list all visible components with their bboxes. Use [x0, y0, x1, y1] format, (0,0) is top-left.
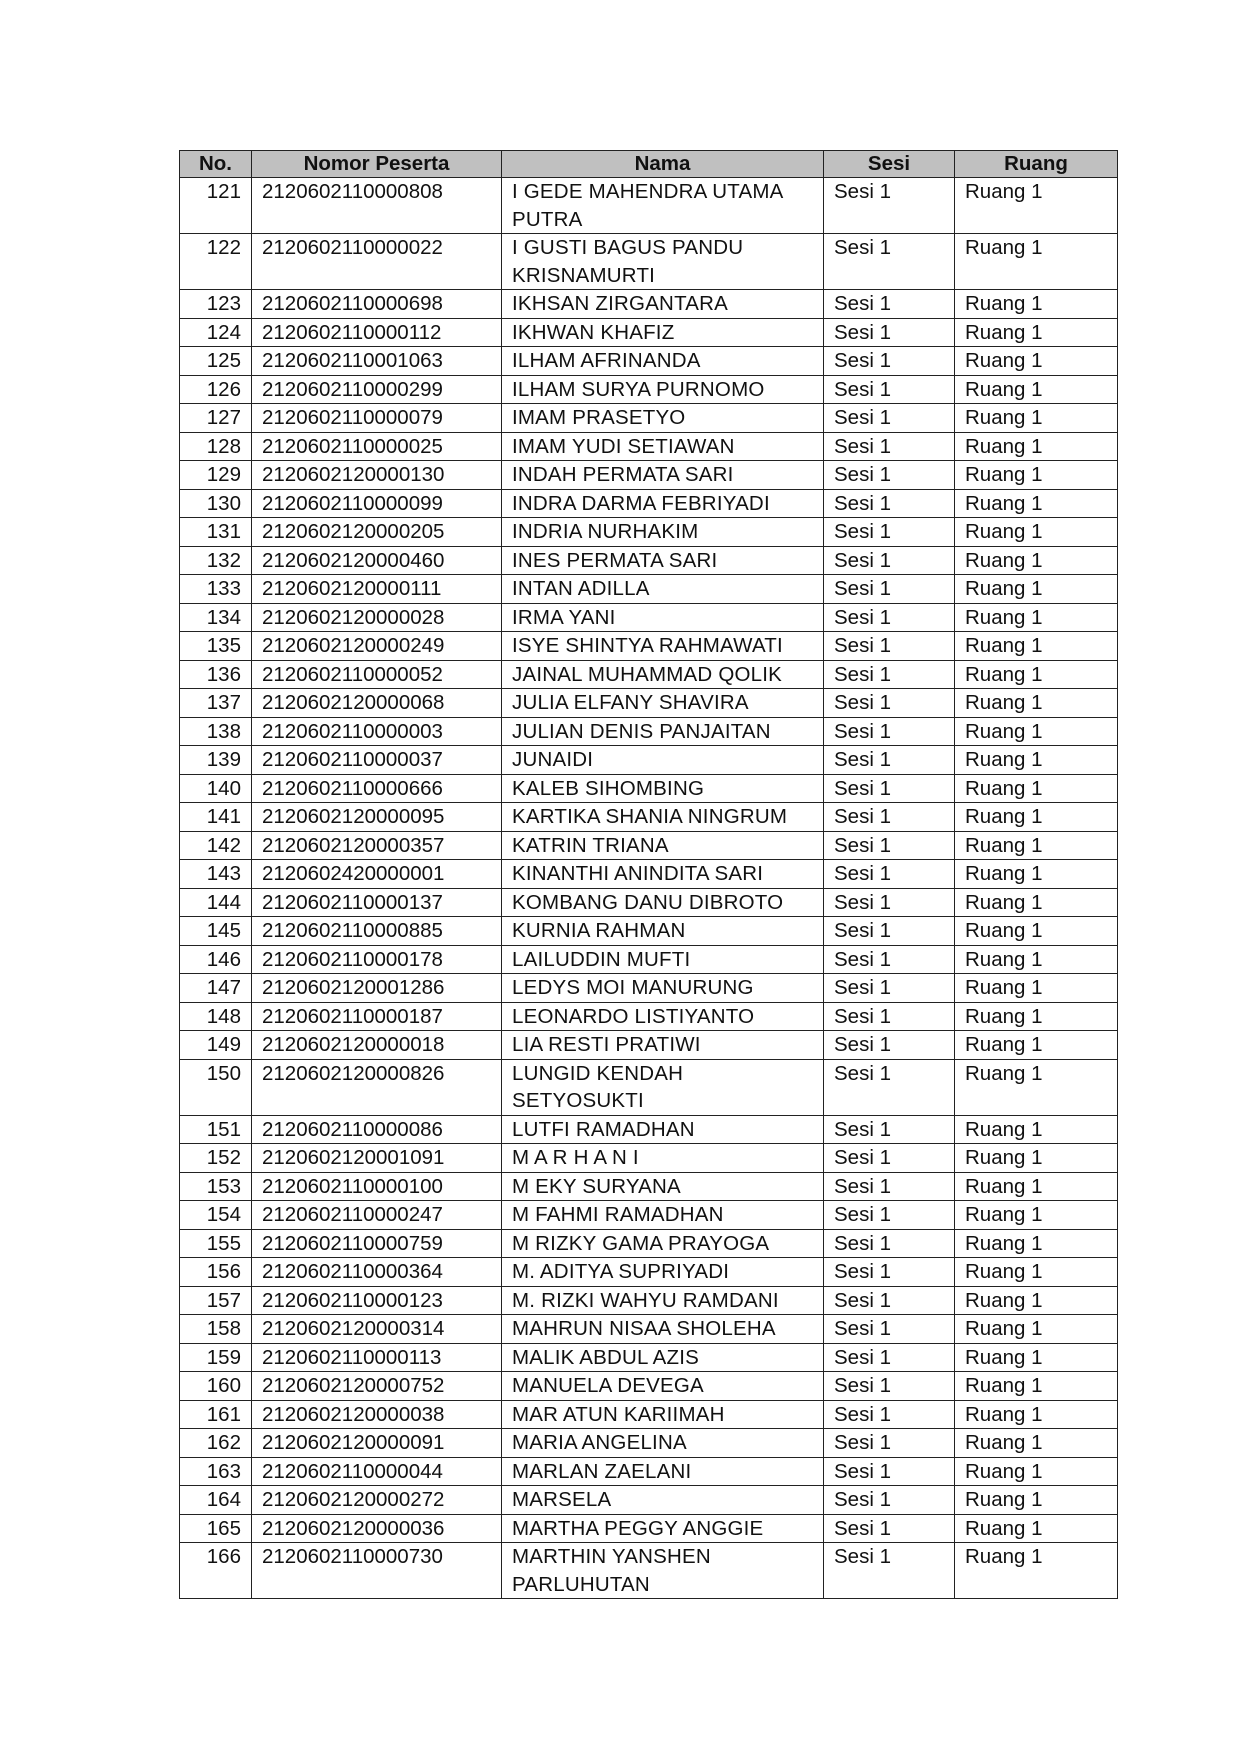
table-row	[180, 660, 1118, 689]
cell-nama: MANUELA DEVEGA	[502, 1372, 824, 1401]
cell-ruang: Ruang 1	[955, 860, 1118, 889]
cell-no: 136	[180, 660, 252, 689]
table-row	[180, 1115, 1118, 1144]
cell-sesi: Sesi 1	[824, 1031, 955, 1060]
cell-nomor-peserta: 2120602120000249	[252, 632, 502, 661]
cell-nama: KATRIN TRIANA	[502, 831, 824, 860]
cell-nomor-peserta: 2120602110000364	[252, 1258, 502, 1287]
cell-no: 122	[180, 234, 252, 290]
cell-sesi: Sesi 1	[824, 917, 955, 946]
cell-nama: JUNAIDI	[502, 746, 824, 775]
cell-nama: LEONARDO LISTIYANTO	[502, 1002, 824, 1031]
cell-nama: M FAHMI RAMADHAN	[502, 1201, 824, 1230]
table-row	[180, 1201, 1118, 1230]
cell-nomor-peserta: 2120602120000038	[252, 1400, 502, 1429]
table-row	[180, 860, 1118, 889]
cell-nama: M A R H A N I	[502, 1144, 824, 1173]
cell-no: 161	[180, 1400, 252, 1429]
cell-no: 153	[180, 1172, 252, 1201]
cell-no: 131	[180, 518, 252, 547]
cell-sesi: Sesi 1	[824, 831, 955, 860]
cell-no: 137	[180, 689, 252, 718]
cell-nomor-peserta: 2120602110001063	[252, 347, 502, 376]
cell-nama: LEDYS MOI MANURUNG	[502, 974, 824, 1003]
cell-nomor-peserta: 2120602110000113	[252, 1343, 502, 1372]
table-row	[180, 717, 1118, 746]
cell-nama: ILHAM SURYA PURNOMO	[502, 375, 824, 404]
cell-nomor-peserta: 2120602110000100	[252, 1172, 502, 1201]
cell-nama: INDRA DARMA FEBRIYADI	[502, 489, 824, 518]
cell-ruang: Ruang 1	[955, 1486, 1118, 1515]
cell-sesi: Sesi 1	[824, 234, 955, 290]
table-row	[180, 803, 1118, 832]
cell-ruang: Ruang 1	[955, 1343, 1118, 1372]
table-row	[180, 1457, 1118, 1486]
table-row	[180, 178, 1118, 234]
cell-ruang: Ruang 1	[955, 575, 1118, 604]
cell-sesi: Sesi 1	[824, 1400, 955, 1429]
cell-ruang: Ruang 1	[955, 432, 1118, 461]
cell-no: 139	[180, 746, 252, 775]
cell-no: 141	[180, 803, 252, 832]
table-row	[180, 1229, 1118, 1258]
cell-nomor-peserta: 2120602120000091	[252, 1429, 502, 1458]
cell-no: 164	[180, 1486, 252, 1515]
cell-sesi: Sesi 1	[824, 1229, 955, 1258]
cell-ruang: Ruang 1	[955, 1543, 1118, 1599]
cell-ruang: Ruang 1	[955, 974, 1118, 1003]
cell-nama: LAILUDDIN MUFTI	[502, 945, 824, 974]
cell-ruang: Ruang 1	[955, 1031, 1118, 1060]
cell-ruang: Ruang 1	[955, 632, 1118, 661]
cell-no: 144	[180, 888, 252, 917]
cell-ruang: Ruang 1	[955, 917, 1118, 946]
cell-ruang: Ruang 1	[955, 888, 1118, 917]
cell-nomor-peserta: 2120602120001091	[252, 1144, 502, 1173]
cell-ruang: Ruang 1	[955, 717, 1118, 746]
cell-nomor-peserta: 2120602110000730	[252, 1543, 502, 1599]
cell-nama: INDRIA NURHAKIM	[502, 518, 824, 547]
cell-no: 166	[180, 1543, 252, 1599]
cell-nomor-peserta: 2120602110000052	[252, 660, 502, 689]
cell-sesi: Sesi 1	[824, 1172, 955, 1201]
header-nomor-peserta: Nomor Peserta	[252, 151, 502, 178]
cell-nama: MARTHIN YANSHEN PARLUHUTAN	[502, 1543, 824, 1599]
cell-no: 142	[180, 831, 252, 860]
cell-nama: MARLAN ZAELANI	[502, 1457, 824, 1486]
cell-nomor-peserta: 2120602120000314	[252, 1315, 502, 1344]
table-row	[180, 375, 1118, 404]
cell-sesi: Sesi 1	[824, 1002, 955, 1031]
cell-no: 126	[180, 375, 252, 404]
table-row	[180, 1315, 1118, 1344]
cell-nama: MARTHA PEGGY ANGGIE	[502, 1514, 824, 1543]
table-row	[180, 1258, 1118, 1287]
table-row	[180, 1343, 1118, 1372]
cell-sesi: Sesi 1	[824, 546, 955, 575]
cell-nomor-peserta: 2120602110000178	[252, 945, 502, 974]
cell-nomor-peserta: 2120602120000018	[252, 1031, 502, 1060]
table-row	[180, 689, 1118, 718]
cell-no: 138	[180, 717, 252, 746]
cell-ruang: Ruang 1	[955, 1400, 1118, 1429]
cell-sesi: Sesi 1	[824, 461, 955, 490]
participant-table	[179, 150, 1118, 1599]
cell-no: 140	[180, 774, 252, 803]
cell-no: 160	[180, 1372, 252, 1401]
cell-no: 143	[180, 860, 252, 889]
cell-nama: M EKY SURYANA	[502, 1172, 824, 1201]
cell-ruang: Ruang 1	[955, 1059, 1118, 1115]
cell-sesi: Sesi 1	[824, 717, 955, 746]
cell-nomor-peserta: 2120602110000123	[252, 1286, 502, 1315]
cell-nama: KOMBANG DANU DIBROTO	[502, 888, 824, 917]
cell-sesi: Sesi 1	[824, 375, 955, 404]
cell-nomor-peserta: 2120602120000752	[252, 1372, 502, 1401]
cell-ruang: Ruang 1	[955, 1144, 1118, 1173]
cell-nomor-peserta: 2120602120000205	[252, 518, 502, 547]
cell-nama: JULIAN DENIS PANJAITAN	[502, 717, 824, 746]
cell-no: 127	[180, 404, 252, 433]
cell-nomor-peserta: 2120602120000130	[252, 461, 502, 490]
cell-no: 125	[180, 347, 252, 376]
table-row	[180, 1031, 1118, 1060]
cell-nomor-peserta: 2120602110000247	[252, 1201, 502, 1230]
cell-sesi: Sesi 1	[824, 1315, 955, 1344]
cell-nomor-peserta: 2120602120000095	[252, 803, 502, 832]
cell-sesi: Sesi 1	[824, 318, 955, 347]
cell-nama: INES PERMATA SARI	[502, 546, 824, 575]
cell-nomor-peserta: 2120602120000826	[252, 1059, 502, 1115]
cell-sesi: Sesi 1	[824, 860, 955, 889]
cell-nama: ISYE SHINTYA RAHMAWATI	[502, 632, 824, 661]
cell-sesi: Sesi 1	[824, 575, 955, 604]
cell-nomor-peserta: 2120602120000460	[252, 546, 502, 575]
cell-sesi: Sesi 1	[824, 888, 955, 917]
cell-sesi: Sesi 1	[824, 1514, 955, 1543]
cell-sesi: Sesi 1	[824, 347, 955, 376]
table-row	[180, 945, 1118, 974]
cell-sesi: Sesi 1	[824, 1429, 955, 1458]
table-row	[180, 1059, 1118, 1115]
cell-ruang: Ruang 1	[955, 660, 1118, 689]
cell-nama: IMAM PRASETYO	[502, 404, 824, 433]
table-row	[180, 1286, 1118, 1315]
cell-nomor-peserta: 2120602110000022	[252, 234, 502, 290]
cell-ruang: Ruang 1	[955, 774, 1118, 803]
table-body	[180, 178, 1118, 1599]
cell-nomor-peserta: 2120602110000137	[252, 888, 502, 917]
cell-no: 154	[180, 1201, 252, 1230]
cell-ruang: Ruang 1	[955, 1429, 1118, 1458]
cell-sesi: Sesi 1	[824, 290, 955, 319]
cell-nama: M RIZKY GAMA PRAYOGA	[502, 1229, 824, 1258]
cell-ruang: Ruang 1	[955, 1229, 1118, 1258]
cell-sesi: Sesi 1	[824, 489, 955, 518]
cell-ruang: Ruang 1	[955, 404, 1118, 433]
cell-no: 128	[180, 432, 252, 461]
cell-no: 135	[180, 632, 252, 661]
cell-nama: LIA RESTI PRATIWI	[502, 1031, 824, 1060]
cell-nomor-peserta: 2120602110000044	[252, 1457, 502, 1486]
cell-nomor-peserta: 2120602420000001	[252, 860, 502, 889]
table-row	[180, 1372, 1118, 1401]
cell-sesi: Sesi 1	[824, 1372, 955, 1401]
cell-sesi: Sesi 1	[824, 774, 955, 803]
cell-no: 159	[180, 1343, 252, 1372]
table-row	[180, 1514, 1118, 1543]
cell-nama: MALIK ABDUL AZIS	[502, 1343, 824, 1372]
cell-nama: IKHSAN ZIRGANTARA	[502, 290, 824, 319]
cell-sesi: Sesi 1	[824, 432, 955, 461]
cell-nomor-peserta: 2120602110000079	[252, 404, 502, 433]
cell-nama: KURNIA RAHMAN	[502, 917, 824, 946]
cell-nomor-peserta: 2120602120000028	[252, 603, 502, 632]
cell-ruang: Ruang 1	[955, 803, 1118, 832]
cell-ruang: Ruang 1	[955, 1201, 1118, 1230]
cell-sesi: Sesi 1	[824, 1115, 955, 1144]
cell-ruang: Ruang 1	[955, 831, 1118, 860]
cell-nomor-peserta: 2120602120000068	[252, 689, 502, 718]
cell-ruang: Ruang 1	[955, 1258, 1118, 1287]
header-row	[180, 151, 1118, 178]
cell-ruang: Ruang 1	[955, 1372, 1118, 1401]
table-row	[180, 461, 1118, 490]
cell-nama: ILHAM AFRINANDA	[502, 347, 824, 376]
table-row	[180, 1543, 1118, 1599]
cell-sesi: Sesi 1	[824, 632, 955, 661]
table-row	[180, 831, 1118, 860]
cell-no: 130	[180, 489, 252, 518]
table-row	[180, 1144, 1118, 1173]
cell-ruang: Ruang 1	[955, 290, 1118, 319]
table-row	[180, 432, 1118, 461]
cell-sesi: Sesi 1	[824, 1343, 955, 1372]
cell-sesi: Sesi 1	[824, 1543, 955, 1599]
cell-nomor-peserta: 2120602110000037	[252, 746, 502, 775]
cell-no: 148	[180, 1002, 252, 1031]
table-row	[180, 603, 1118, 632]
cell-nama: INDAH PERMATA SARI	[502, 461, 824, 490]
cell-ruang: Ruang 1	[955, 1286, 1118, 1315]
cell-sesi: Sesi 1	[824, 1457, 955, 1486]
cell-ruang: Ruang 1	[955, 746, 1118, 775]
cell-ruang: Ruang 1	[955, 1315, 1118, 1344]
cell-no: 147	[180, 974, 252, 1003]
cell-nomor-peserta: 2120602110000666	[252, 774, 502, 803]
cell-nama: MAHRUN NISAA SHOLEHA	[502, 1315, 824, 1344]
cell-sesi: Sesi 1	[824, 1258, 955, 1287]
cell-nomor-peserta: 2120602110000003	[252, 717, 502, 746]
table-row	[180, 546, 1118, 575]
header-ruang: Ruang	[955, 151, 1118, 178]
cell-nama: JAINAL MUHAMMAD QOLIK	[502, 660, 824, 689]
cell-no: 150	[180, 1059, 252, 1115]
cell-no: 149	[180, 1031, 252, 1060]
table-row	[180, 318, 1118, 347]
cell-no: 165	[180, 1514, 252, 1543]
cell-nomor-peserta: 2120602120000111	[252, 575, 502, 604]
cell-nama: I GEDE MAHENDRA UTAMA PUTRA	[502, 178, 824, 234]
cell-nama: KINANTHI ANINDITA SARI	[502, 860, 824, 889]
cell-nomor-peserta: 2120602110000099	[252, 489, 502, 518]
cell-sesi: Sesi 1	[824, 1144, 955, 1173]
header-sesi: Sesi	[824, 151, 955, 178]
table-row	[180, 489, 1118, 518]
cell-nama: MARIA ANGELINA	[502, 1429, 824, 1458]
header-nama: Nama	[502, 151, 824, 178]
cell-nomor-peserta: 2120602120000272	[252, 1486, 502, 1515]
cell-ruang: Ruang 1	[955, 1002, 1118, 1031]
cell-no: 146	[180, 945, 252, 974]
table-row	[180, 1002, 1118, 1031]
cell-ruang: Ruang 1	[955, 1514, 1118, 1543]
cell-nomor-peserta: 2120602110000086	[252, 1115, 502, 1144]
cell-nama: MAR ATUN KARIIMAH	[502, 1400, 824, 1429]
table-row	[180, 404, 1118, 433]
cell-ruang: Ruang 1	[955, 375, 1118, 404]
table-row	[180, 774, 1118, 803]
cell-nomor-peserta: 2120602110000759	[252, 1229, 502, 1258]
cell-sesi: Sesi 1	[824, 1486, 955, 1515]
header-no: No.	[180, 151, 252, 178]
cell-nama: IKHWAN KHAFIZ	[502, 318, 824, 347]
cell-nama: INTAN ADILLA	[502, 575, 824, 604]
cell-nama: M. RIZKI WAHYU RAMDANI	[502, 1286, 824, 1315]
table-row	[180, 290, 1118, 319]
cell-no: 152	[180, 1144, 252, 1173]
cell-ruang: Ruang 1	[955, 347, 1118, 376]
cell-sesi: Sesi 1	[824, 1059, 955, 1115]
cell-ruang: Ruang 1	[955, 234, 1118, 290]
cell-ruang: Ruang 1	[955, 689, 1118, 718]
cell-no: 129	[180, 461, 252, 490]
cell-sesi: Sesi 1	[824, 518, 955, 547]
table-header	[180, 151, 1118, 178]
table-row	[180, 1486, 1118, 1515]
cell-ruang: Ruang 1	[955, 1457, 1118, 1486]
cell-nama: LUNGID KENDAH SETYOSUKTI	[502, 1059, 824, 1115]
cell-no: 155	[180, 1229, 252, 1258]
cell-nama: IMAM YUDI SETIAWAN	[502, 432, 824, 461]
cell-no: 145	[180, 917, 252, 946]
cell-nama: LUTFI RAMADHAN	[502, 1115, 824, 1144]
cell-sesi: Sesi 1	[824, 603, 955, 632]
cell-ruang: Ruang 1	[955, 461, 1118, 490]
cell-no: 121	[180, 178, 252, 234]
cell-no: 134	[180, 603, 252, 632]
cell-sesi: Sesi 1	[824, 178, 955, 234]
cell-ruang: Ruang 1	[955, 518, 1118, 547]
cell-no: 156	[180, 1258, 252, 1287]
cell-sesi: Sesi 1	[824, 1286, 955, 1315]
cell-nama: KARTIKA SHANIA NINGRUM	[502, 803, 824, 832]
cell-no: 124	[180, 318, 252, 347]
cell-no: 157	[180, 1286, 252, 1315]
table-row	[180, 575, 1118, 604]
cell-ruang: Ruang 1	[955, 178, 1118, 234]
cell-sesi: Sesi 1	[824, 945, 955, 974]
cell-nomor-peserta: 2120602120000357	[252, 831, 502, 860]
cell-no: 158	[180, 1315, 252, 1344]
table-row	[180, 347, 1118, 376]
table-row	[180, 888, 1118, 917]
cell-nomor-peserta: 2120602110000112	[252, 318, 502, 347]
cell-sesi: Sesi 1	[824, 404, 955, 433]
table-row	[180, 746, 1118, 775]
cell-sesi: Sesi 1	[824, 660, 955, 689]
cell-no: 123	[180, 290, 252, 319]
cell-nomor-peserta: 2120602110000187	[252, 1002, 502, 1031]
table-row	[180, 974, 1118, 1003]
cell-no: 162	[180, 1429, 252, 1458]
cell-sesi: Sesi 1	[824, 974, 955, 1003]
cell-ruang: Ruang 1	[955, 546, 1118, 575]
cell-sesi: Sesi 1	[824, 689, 955, 718]
cell-ruang: Ruang 1	[955, 489, 1118, 518]
cell-nama: M. ADITYA SUPRIYADI	[502, 1258, 824, 1287]
cell-sesi: Sesi 1	[824, 803, 955, 832]
cell-no: 151	[180, 1115, 252, 1144]
cell-nomor-peserta: 2120602110000698	[252, 290, 502, 319]
table-row	[180, 234, 1118, 290]
cell-nomor-peserta: 2120602110000025	[252, 432, 502, 461]
cell-no: 163	[180, 1457, 252, 1486]
cell-nomor-peserta: 2120602120001286	[252, 974, 502, 1003]
cell-nama: IRMA YANI	[502, 603, 824, 632]
cell-sesi: Sesi 1	[824, 1201, 955, 1230]
cell-nama: KALEB SIHOMBING	[502, 774, 824, 803]
cell-nama: I GUSTI BAGUS PANDU KRISNAMURTI	[502, 234, 824, 290]
table-row	[180, 917, 1118, 946]
cell-nama: JULIA ELFANY SHAVIRA	[502, 689, 824, 718]
table-row	[180, 1429, 1118, 1458]
table-row	[180, 518, 1118, 547]
cell-nomor-peserta: 2120602110000885	[252, 917, 502, 946]
cell-sesi: Sesi 1	[824, 746, 955, 775]
cell-ruang: Ruang 1	[955, 1115, 1118, 1144]
table-row	[180, 632, 1118, 661]
table-row	[180, 1400, 1118, 1429]
cell-no: 132	[180, 546, 252, 575]
cell-ruang: Ruang 1	[955, 945, 1118, 974]
cell-nomor-peserta: 2120602120000036	[252, 1514, 502, 1543]
cell-ruang: Ruang 1	[955, 603, 1118, 632]
cell-ruang: Ruang 1	[955, 318, 1118, 347]
cell-nama: MARSELA	[502, 1486, 824, 1515]
cell-nomor-peserta: 2120602110000808	[252, 178, 502, 234]
cell-no: 133	[180, 575, 252, 604]
table-row	[180, 1172, 1118, 1201]
cell-ruang: Ruang 1	[955, 1172, 1118, 1201]
cell-nomor-peserta: 2120602110000299	[252, 375, 502, 404]
